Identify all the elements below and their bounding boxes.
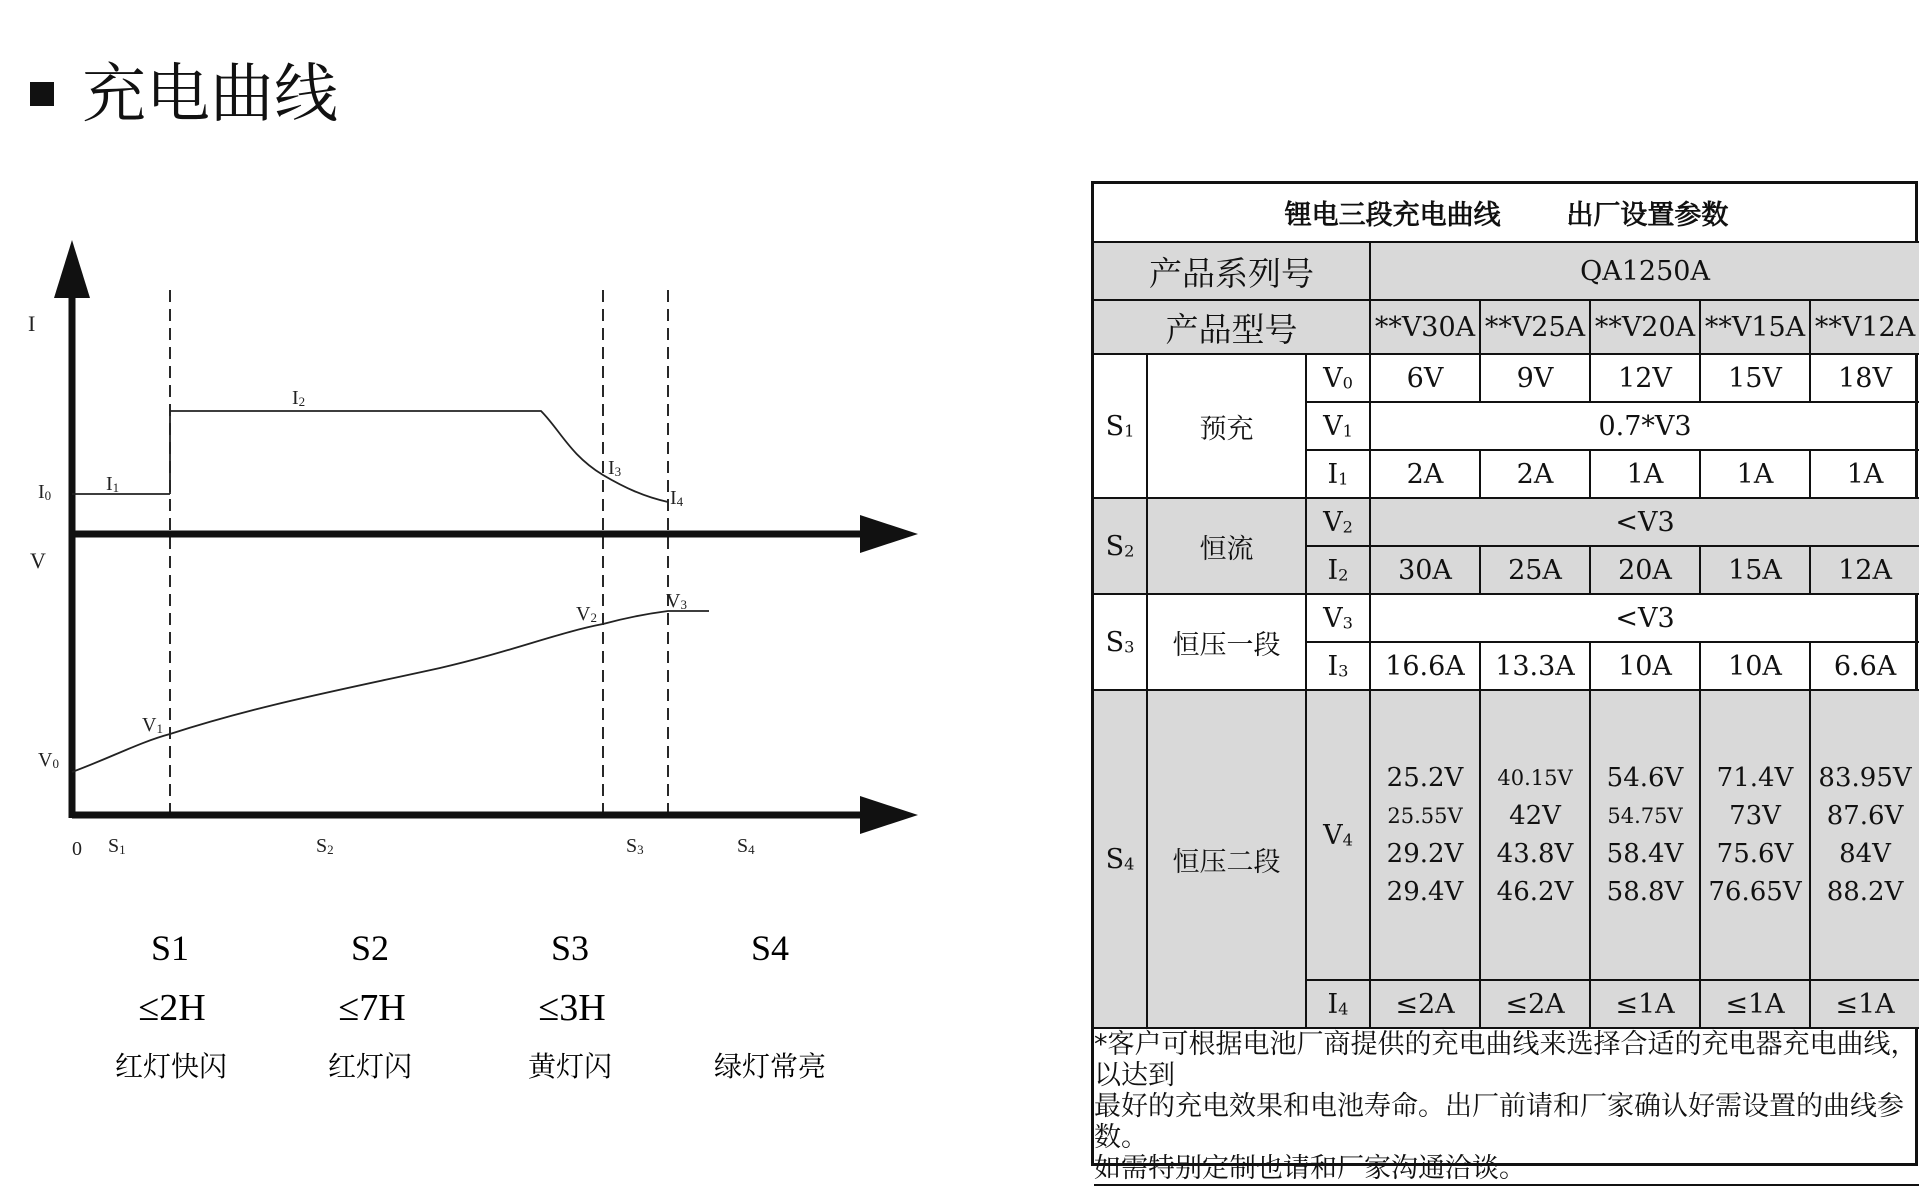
voltage-curve xyxy=(72,611,709,772)
stage-s1-name: 预充 xyxy=(1147,354,1306,498)
v4-values xyxy=(1480,690,1590,980)
v4-value: 75.6V xyxy=(1716,839,1794,869)
param-i4-label: I4 xyxy=(1306,980,1370,1028)
model-cell: **V15A xyxy=(1700,300,1810,354)
stage-led: 黄灯闪 xyxy=(527,1050,613,1083)
param-i1-label: I1 xyxy=(1306,450,1370,498)
stage-s2-name: 恒流 xyxy=(1147,498,1306,594)
note-line: 如需特别定制也请和厂家沟通洽谈。 xyxy=(1094,1153,1526,1184)
param-v3-label: V3 xyxy=(1306,594,1370,642)
v4-value: 29.4V xyxy=(1386,877,1464,907)
v4-value: 71.4V xyxy=(1716,763,1794,793)
stage-led: 红灯闪 xyxy=(327,1050,413,1083)
stage-time: ≤7H xyxy=(338,987,406,1029)
stage-s1-cell: S1 xyxy=(1094,354,1147,498)
i2-value: 30A xyxy=(1370,546,1480,594)
param-v2-label: V2 xyxy=(1306,498,1370,546)
v4-value: 54.6V xyxy=(1606,763,1684,793)
i4-value: ≤2A xyxy=(1480,980,1590,1028)
label-v2: V2 xyxy=(576,603,597,625)
v4-value: 46.2V xyxy=(1496,877,1574,907)
stage-s4-name: 恒压二段 xyxy=(1147,690,1306,1028)
origin-label: 0 xyxy=(72,838,82,860)
v4-values xyxy=(1700,690,1810,980)
param-v1-label: V1 xyxy=(1306,402,1370,450)
i1-value: 2A xyxy=(1370,450,1480,498)
v4-value: 43.8V xyxy=(1496,839,1574,869)
v0-value: 15V xyxy=(1700,354,1810,402)
model-cell: **V12A xyxy=(1810,300,1919,354)
v4-value: 58.8V xyxy=(1606,877,1684,907)
note-line: 最好的充电效果和电池寿命。出厂前请和厂家确认好需设置的曲线参数。 xyxy=(1094,1091,1904,1153)
i4-value: ≤1A xyxy=(1590,980,1700,1028)
v4-value: 83.95V xyxy=(1818,763,1912,793)
table-title: 锂电三段充电曲线 出厂设置参数 xyxy=(1094,184,1919,242)
v4-values xyxy=(1810,690,1919,980)
v1-value: 0.7*V3 xyxy=(1370,402,1919,450)
time-axis-arrow xyxy=(860,796,918,834)
model-cell: **V20A xyxy=(1590,300,1700,354)
model-label: 产品型号 xyxy=(1094,300,1370,354)
v4-values xyxy=(1590,690,1700,980)
param-i2-label: I2 xyxy=(1306,546,1370,594)
i1-value: 1A xyxy=(1810,450,1919,498)
v0-value: 18V xyxy=(1810,354,1919,402)
stage-s2-cell: S2 xyxy=(1094,498,1147,594)
stage-name: S1 xyxy=(150,928,190,968)
i3-value: 16.6A xyxy=(1370,642,1480,690)
stage-summary-s3 xyxy=(528,928,612,1083)
label-i3: I3 xyxy=(608,457,622,479)
i3-value: 10A xyxy=(1700,642,1810,690)
v4-value: 29.2V xyxy=(1386,839,1464,869)
i3-value: 10A xyxy=(1590,642,1700,690)
v4-value: 54.75V xyxy=(1607,804,1683,828)
axis-stage-s2: S2 xyxy=(316,835,334,857)
series-value: QA1250A xyxy=(1370,242,1919,300)
stage-summary-s1 xyxy=(115,928,227,1083)
v4-value: 87.6V xyxy=(1826,801,1904,831)
i1-value: 1A xyxy=(1700,450,1810,498)
v4-value: 25.55V xyxy=(1387,804,1463,828)
label-i0: I0 xyxy=(38,481,52,503)
v4-value: 40.15V xyxy=(1497,766,1573,790)
i1-value: 2A xyxy=(1480,450,1590,498)
stage-name: S4 xyxy=(750,928,790,968)
param-v0-label: V0 xyxy=(1306,354,1370,402)
series-label: 产品系列号 xyxy=(1094,242,1370,300)
v4-value: 88.2V xyxy=(1826,877,1904,907)
i4-value: ≤2A xyxy=(1370,980,1480,1028)
label-i1: I1 xyxy=(106,473,120,495)
current-axis-label: I xyxy=(28,311,36,336)
param-v4-label: V4 xyxy=(1306,690,1370,980)
axis-stage-s1: S1 xyxy=(108,835,126,857)
current-axis-arrow xyxy=(860,515,918,553)
stage-time: ≤2H xyxy=(138,987,206,1029)
v4-value: 84V xyxy=(1839,839,1891,869)
label-v0: V0 xyxy=(38,749,59,771)
v4-values xyxy=(1370,690,1480,980)
i1-value: 1A xyxy=(1590,450,1700,498)
stage-summary-s2 xyxy=(328,928,412,1083)
parameter-grid xyxy=(1094,184,1919,1186)
v3-value: <V3 xyxy=(1370,594,1919,642)
v0-value: 9V xyxy=(1480,354,1590,402)
model-cell: **V30A xyxy=(1370,300,1480,354)
v0-value: 6V xyxy=(1370,354,1480,402)
note-line: *客户可根据电池厂商提供的充电曲线来选择合适的充电器充电曲线，以达到 xyxy=(1094,1029,1918,1091)
parameter-table xyxy=(1091,181,1918,1184)
i3-value: 6.6A xyxy=(1810,642,1919,690)
v4-value: 76.65V xyxy=(1708,877,1802,907)
axis-stage-s3: S3 xyxy=(626,835,644,857)
v4-value: 25.2V xyxy=(1386,763,1464,793)
i2-value: 12A xyxy=(1810,546,1919,594)
v4-value: 58.4V xyxy=(1606,839,1684,869)
model-cell: **V25A xyxy=(1480,300,1590,354)
label-v3: V3 xyxy=(666,590,687,612)
param-i3-label: I3 xyxy=(1306,642,1370,690)
label-v1: V1 xyxy=(142,714,163,736)
label-i4: I4 xyxy=(670,487,684,509)
current-curve xyxy=(72,411,668,502)
stage-s3-name: 恒压一段 xyxy=(1147,594,1306,690)
stage-summary-s4 xyxy=(714,928,826,1083)
voltage-axis-label: V xyxy=(30,548,46,573)
stage-s3-cell: S3 xyxy=(1094,594,1147,690)
axis-stage-s4: S4 xyxy=(737,835,755,857)
stage-name: S2 xyxy=(350,928,390,968)
table-note xyxy=(1094,1028,1919,1185)
v2-value: <V3 xyxy=(1370,498,1919,546)
i3-value: 13.3A xyxy=(1480,642,1590,690)
page-title-text: 充电曲线 xyxy=(82,58,338,132)
stage-s4-cell: S4 xyxy=(1094,690,1147,1028)
stage-name: S3 xyxy=(550,928,590,968)
v0-value: 12V xyxy=(1590,354,1700,402)
v4-value: 73V xyxy=(1729,801,1781,831)
stage-led: 红灯快闪 xyxy=(114,1050,228,1083)
i4-value: ≤1A xyxy=(1700,980,1810,1028)
i2-value: 20A xyxy=(1590,546,1700,594)
i2-value: 15A xyxy=(1700,546,1810,594)
i2-value: 25A xyxy=(1480,546,1590,594)
stage-time: ≤3H xyxy=(538,987,606,1029)
v4-value: 42V xyxy=(1509,801,1561,831)
stage-led: 绿灯常亮 xyxy=(713,1050,827,1083)
label-i2: I2 xyxy=(292,387,306,409)
vertical-axis-arrow xyxy=(54,240,90,298)
i4-value: ≤1A xyxy=(1810,980,1919,1028)
